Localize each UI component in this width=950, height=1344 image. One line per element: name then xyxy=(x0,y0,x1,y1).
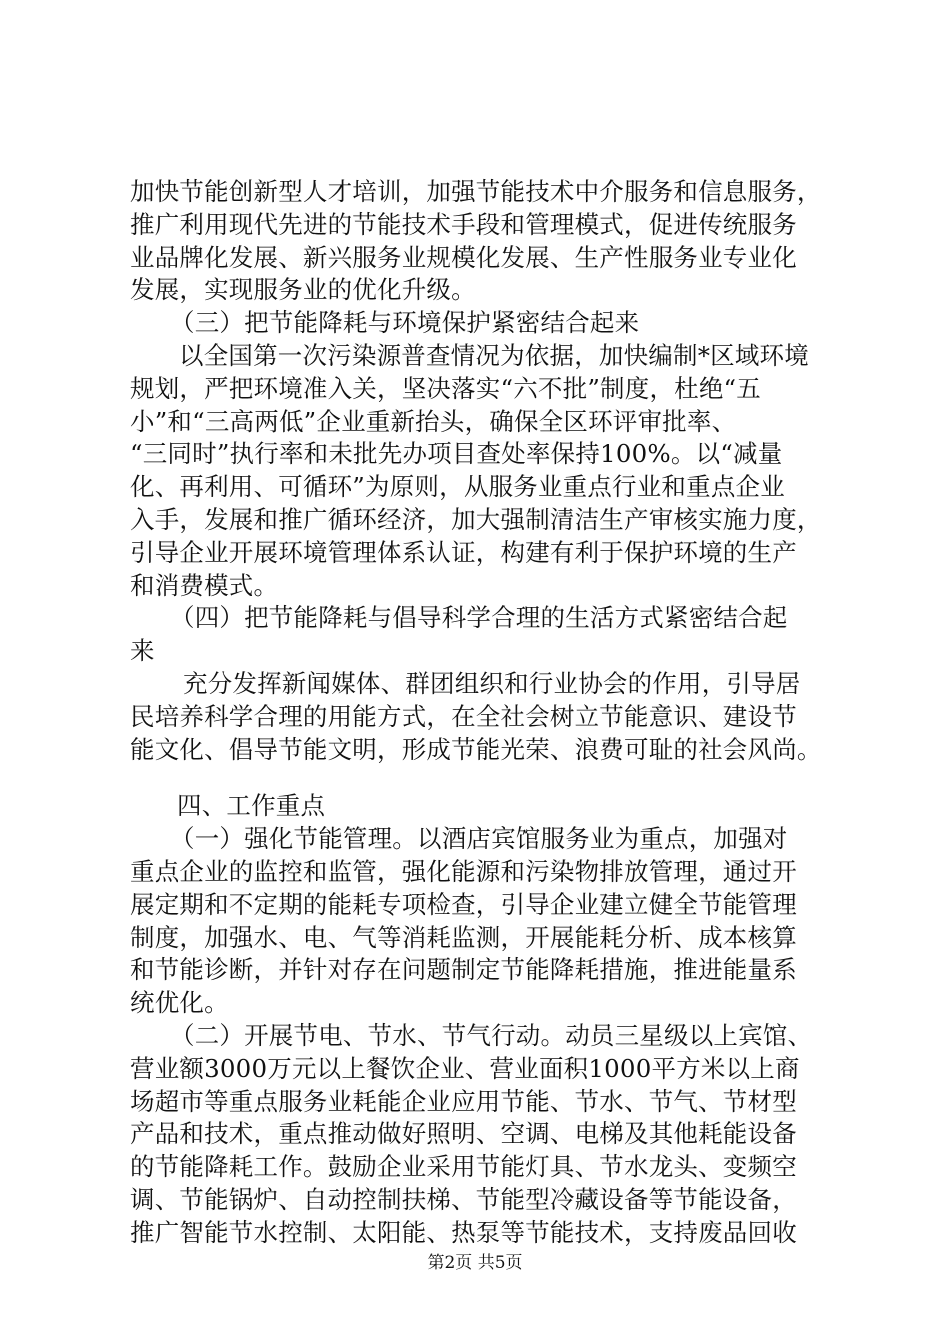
text-line: 展定期和不定期的能耗专项检查，引导企业建立健全节能管理 xyxy=(130,889,797,919)
text-line: 入手，发展和推广循环经济，加大强制清洁生产审核实施力度， xyxy=(130,504,822,534)
text-line: 的节能降耗工作。鼓励企业采用节能灯具、节水龙头、变频空 xyxy=(130,1152,797,1182)
text-line: 推广利用现代先进的节能技术手段和管理模式，促进传统服务 xyxy=(130,209,797,239)
text-line: 化、再利用、可循环”为原则，从服务业重点行业和重点企业 xyxy=(130,472,785,502)
page-number-footer: 第2页 共5页 xyxy=(427,1253,523,1273)
text-line: 引导企业开展环境管理体系认证，构建有利于保护环境的生产 xyxy=(130,537,797,567)
text-line: 统优化。 xyxy=(130,988,229,1018)
text-line: 小”和“三高两低”企业重新抬头，确保全区环评审批率、 xyxy=(130,406,737,436)
text-line: 和节能诊断，并针对存在问题制定节能降耗措施，推进能量系 xyxy=(130,955,797,985)
text-line: 以全国第一次污染源普查情况为依据，加快编制*区域环境 xyxy=(179,340,809,370)
section-heading-4-continuation: 来 xyxy=(130,636,155,666)
document-body xyxy=(130,176,830,1250)
text-line: 推广智能节水控制、太阳能、热泵等节能技术，支持废品回收 xyxy=(130,1217,797,1247)
text-line: 场超市等重点服务业耗能企业应用节能、节水、节气、节材型 xyxy=(130,1086,797,1116)
text-line: 产品和技术，重点推动做好照明、空调、电梯及其他耗能设备 xyxy=(130,1119,797,1149)
section-heading-4: （四）把节能降耗与倡导科学合理的生活方式紧密结合起 xyxy=(170,603,788,633)
text-line: 民培养科学合理的用能方式，在全社会树立节能意识、建设节 xyxy=(130,701,797,731)
section-heading-3: （三）把节能降耗与环境保护紧密结合起来 xyxy=(170,308,640,338)
text-line: 发展，实现服务业的优化升级。 xyxy=(130,275,476,305)
chapter-heading: 四、工作重点 xyxy=(177,791,326,821)
text-line: 和消费模式。 xyxy=(130,570,279,600)
text-line: 重点企业的监控和监管，强化能源和污染物排放管理，通过开 xyxy=(130,856,797,886)
text-line: 加快节能创新型人才培训，加强节能技术中介服务和信息服务， xyxy=(130,177,822,206)
text-line: 制度，加强水、电、气等消耗监测，开展能耗分析、成本核算 xyxy=(130,922,797,952)
text-line: 调、节能锅炉、自动控制扶梯、节能型冷藏设备等节能设备， xyxy=(130,1184,797,1214)
paragraph-gap xyxy=(130,766,830,790)
text-line: 业品牌化发展、新兴服务业规模化发展、生产性服务业专业化 xyxy=(130,242,797,272)
text-line: （一）强化节能管理。以酒店宾馆服务业为重点，加强对 xyxy=(170,824,788,854)
text-line: （二）开展节电、节水、节气行动。动员三星级以上宾馆、 xyxy=(170,1020,813,1050)
text-line: “三同时”执行率和未批先办项目查处率保持100%。以“减量 xyxy=(130,439,783,469)
text-line: 充分发挥新闻媒体、群团组织和行业协会的作用，引导居 xyxy=(183,668,801,698)
text-line: 规划，严把环境准入关，坚决落实“六不批”制度，杜绝“五 xyxy=(130,373,761,403)
text-line: 营业额3000万元以上餐饮企业、营业面积1000平方米以上商 xyxy=(130,1053,800,1083)
text-line: 能文化、倡导节能文明，形成节能光荣、浪费可耻的社会风尚。 xyxy=(130,734,822,764)
